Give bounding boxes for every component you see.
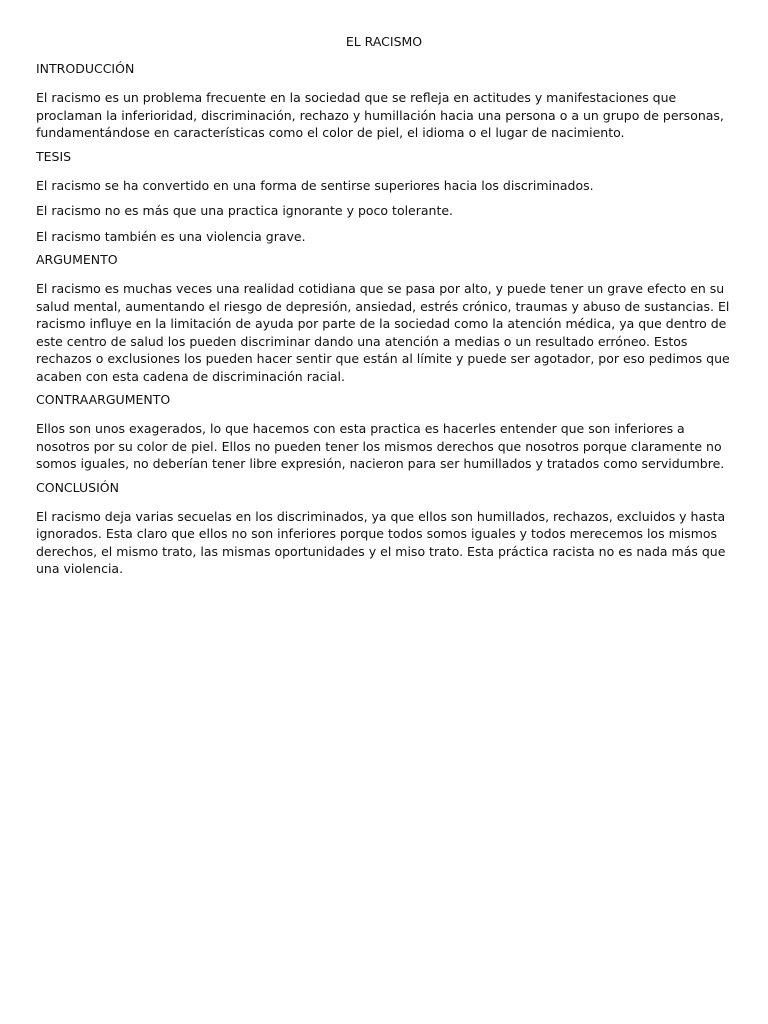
paragraph-contraargumento: Ellos son unos exagerados, lo que hacemos con esta practica es hacerles entender que son inferiores a nosotros por su color de piel. Ellos no pueden tener los mismos derechos que nosotros porque claramente no somos iguales, no deberían tener libre expresión, nacieron para ser humillados y tratados como servidumbre. (36, 421, 725, 471)
section-heading-introduccion: INTRODUCCIÓN (36, 61, 135, 76)
paragraph-argumento: El racismo es muchas veces una realidad cotidiana que se pasa por alto, y puede tener un grave efecto en su salud mental, aumentando el riesgo de depresión, ansiedad, estrés crónico, traumas y abuso de sustancias. El racismo influye en la limitación de ayuda por parte de la sociedad como la atención médica, ya que dentro de este centro de salud los pueden discriminar dando una atención a medias o un resultado erróneo. Estos rechazos o exclusiones los pueden hacer sentir que están al límite y puede ser agotador, por eso pedimos que acaben con esta cadena de discriminación racial. (36, 281, 730, 384)
paragraph-conclusion: El racismo deja varias secuelas en los discriminados, ya que ellos son humillados, rechazos, excluidos y hasta ignorados. Esta claro que ellos no son inferiores porque todos somos iguales y todos merecemos los mismos derechos, el mismo trato, las mismas oportunidades y el miso trato. Esta práctica racista no es nada más que una violencia. (36, 508, 726, 576)
paragraph-tesis-2: El racismo no es más que una practica ignorante y poco tolerante. (36, 203, 454, 218)
section-heading-conclusion: CONCLUSIÓN (36, 479, 119, 495)
paragraph-tesis-1: El racismo se ha convertido en una forma de sentirse superiores hacia los discriminados. (36, 177, 594, 193)
paragraph-tesis-3: El racismo también es una violencia grave. (36, 228, 306, 244)
section-heading-contraargumento: CONTRAARGUMENTO (36, 392, 171, 407)
section-heading-tesis: TESIS (36, 148, 72, 164)
document-title: EL RACISMO (345, 34, 423, 49)
section-heading-argumento: ARGUMENTO (36, 252, 118, 267)
paragraph-introduccion: El racismo es un problema frecuente en la sociedad que se refleja en actitudes y manifestaciones que proclaman la inferioridad, discriminación, rechazo y humillación hacia una persona o a un grupo de personas, fundamentándose en características como el color de piel, el idioma o el lugar de nacimiento. (36, 90, 724, 140)
